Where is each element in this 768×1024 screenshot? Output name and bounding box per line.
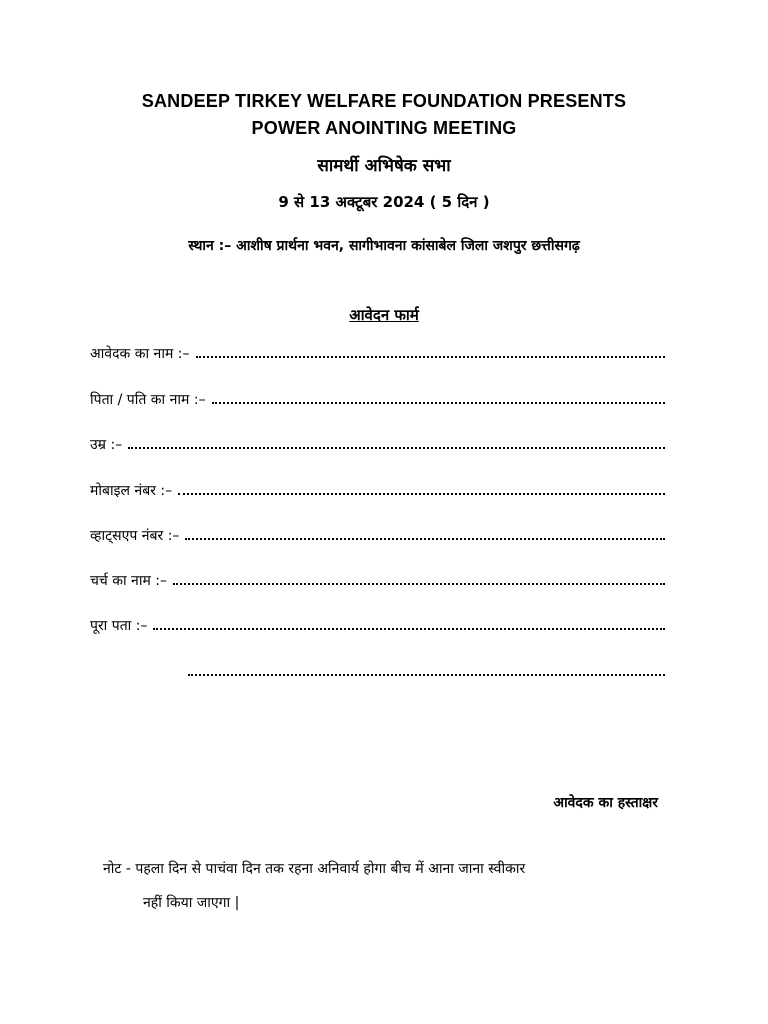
note-line-2: नहीं किया जाएगा | (143, 895, 240, 911)
form-title: आवेदन फार्म (349, 306, 419, 324)
age-field[interactable] (90, 435, 665, 454)
full-address-blank[interactable] (153, 628, 665, 630)
age-blank[interactable] (128, 447, 665, 449)
father-husband-name-field[interactable] (90, 390, 665, 409)
applicant-name-label: आवेदक का नाम :– (90, 346, 190, 362)
whatsapp-number-blank[interactable] (185, 538, 665, 540)
full-address-label: पूरा पता :– (90, 618, 148, 634)
mobile-number-field[interactable] (90, 481, 665, 500)
father-husband-name-blank[interactable] (212, 402, 665, 404)
note-paragraph (103, 852, 668, 920)
church-name-field[interactable] (90, 571, 665, 590)
whatsapp-number-field[interactable] (90, 526, 665, 545)
meeting-dates: 9 से 13 अक्टूबर 2024 ( 5 दिन ) (278, 193, 490, 211)
note-line-1: नोट - पहला दिन से पाचंवा दिन तक रहना अनिवार्य होगा बीच में आना जाना स्वीकार (103, 861, 526, 877)
foundation-heading: SANDEEP TIRKEY WELFARE FOUNDATION PRESENTS (141, 91, 627, 111)
full-address-blank-line-2[interactable] (188, 674, 665, 676)
full-address-field[interactable] (90, 616, 665, 635)
hindi-meeting-title: सामर्थी अभिषेक सभा (317, 156, 451, 176)
meeting-venue: स्थान :– आशीष प्रार्थना भवन, सागीभावना कांसाबेल जिला जशपुर छत्तीसगढ़ (188, 238, 580, 254)
applicant-name-field[interactable] (90, 344, 665, 363)
applicant-signature-label: आवेदक का हस्ताक्षर (553, 795, 658, 811)
church-name-label: चर्च का नाम :– (90, 573, 167, 589)
age-label: उम्र :– (90, 437, 123, 453)
applicant-name-blank[interactable] (196, 356, 666, 358)
meeting-heading: POWER ANOINTING MEETING (251, 118, 517, 138)
mobile-number-blank[interactable] (178, 493, 665, 495)
mobile-number-label: मोबाइल नंबर :– (90, 483, 173, 499)
father-husband-name-label: पिता / पति का नाम :– (90, 392, 206, 408)
whatsapp-number-label: व्हाट्सएप नंबर :– (90, 528, 180, 544)
church-name-blank[interactable] (173, 583, 665, 585)
